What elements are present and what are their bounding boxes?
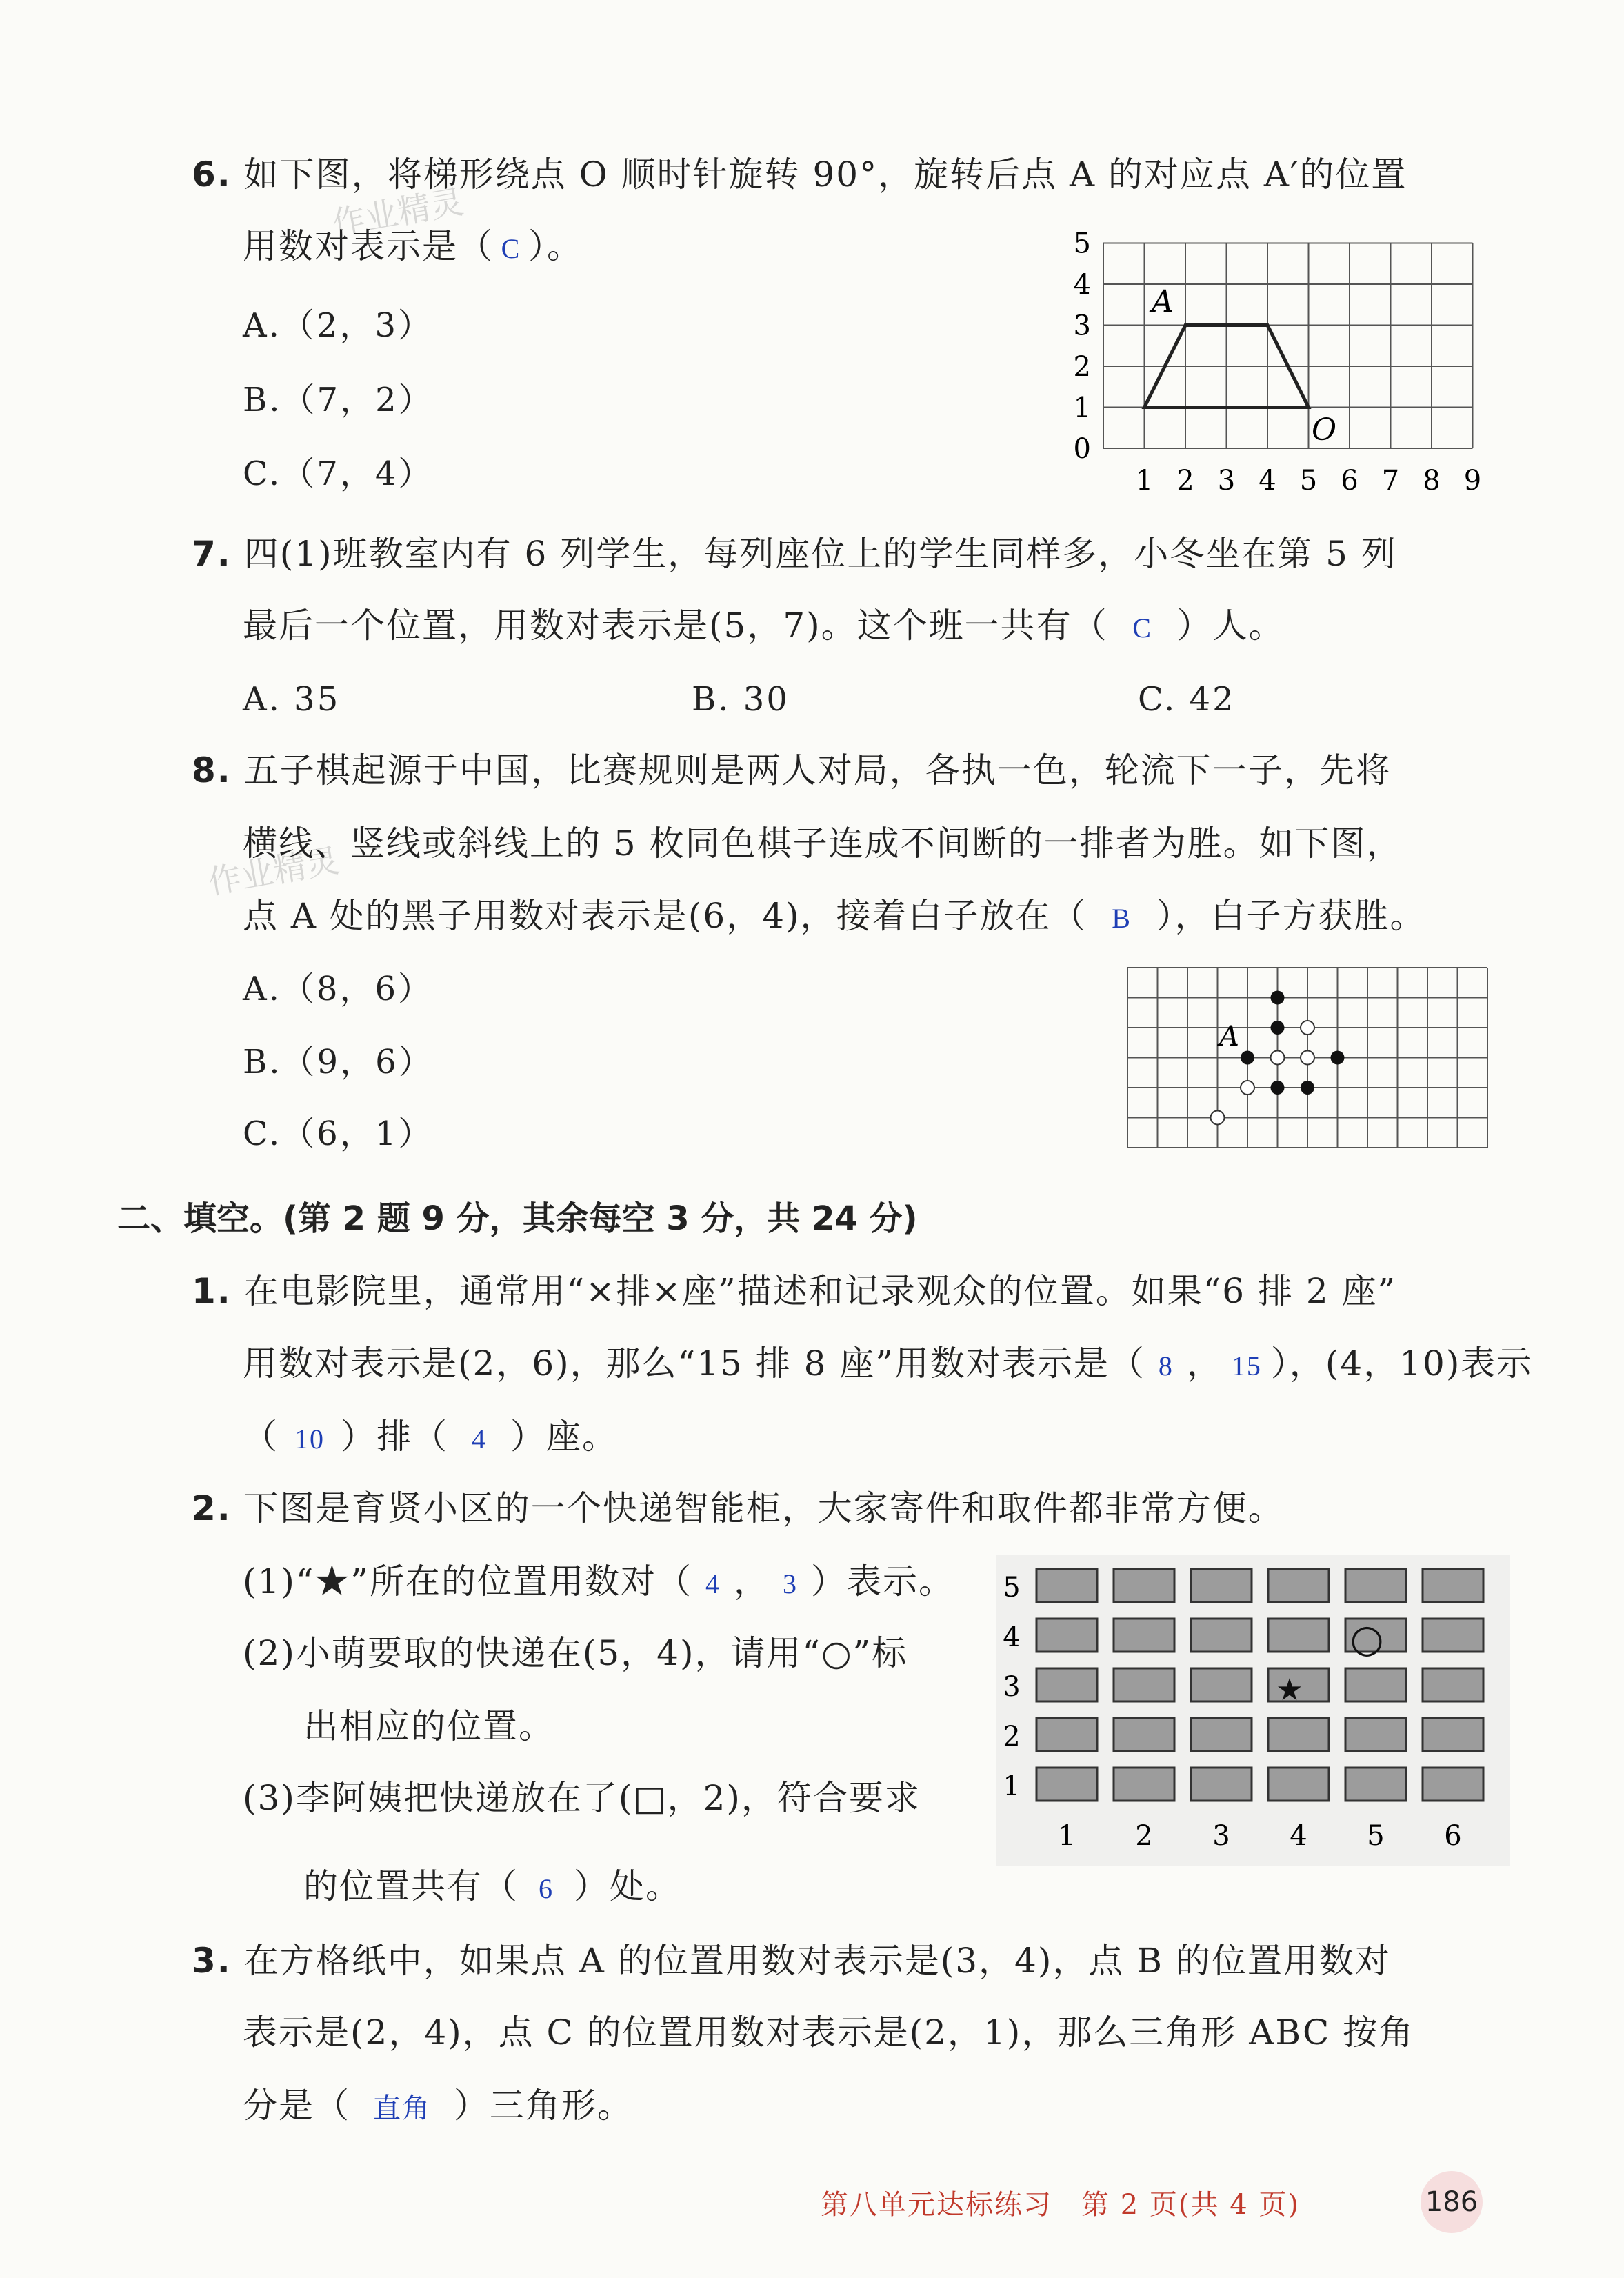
- locker-col-label: 5: [1367, 1820, 1385, 1852]
- locker-cell: [1423, 1569, 1483, 1602]
- f3-line1: [192, 1937, 1391, 1985]
- locker-cell: [1268, 1619, 1329, 1652]
- f2-text: 下图是育贤小区的一个快递智能柜，大家寄件和取件都非常方便。: [243, 1488, 1284, 1528]
- locker-star-icon: ★: [1276, 1672, 1303, 1708]
- q6-y-tick-label: 3: [1073, 310, 1091, 342]
- q6-answer: C: [501, 233, 521, 264]
- locker-figure: [996, 1555, 1510, 1866]
- q6-text2: 用数对表示是（: [243, 226, 494, 266]
- q7-number: 7.: [192, 534, 232, 574]
- f1-text3: ），(4，10)表示: [1270, 1343, 1533, 1383]
- f2-sub3-line1: (3)李阿姨把快递放在了(□，2)，符合要求: [243, 1778, 921, 1818]
- f2-sub1-sep: ，: [733, 1561, 770, 1601]
- q6-line1: [192, 150, 1407, 199]
- locker-cell: [1191, 1768, 1252, 1801]
- locker-cell: [1423, 1768, 1483, 1801]
- f1-text4: （: [243, 1417, 279, 1457]
- q6-number: 6.: [192, 154, 232, 194]
- q8-line3: [243, 892, 1426, 943]
- locker-cell: [1036, 1569, 1097, 1602]
- gomoku-point-a-label: A: [1219, 1021, 1239, 1052]
- f1-line3: [243, 1412, 618, 1463]
- locker-cell: [1423, 1718, 1483, 1751]
- locker-cell: [1191, 1718, 1252, 1751]
- locker-cell: [1036, 1718, 1097, 1751]
- locker-cell: [1036, 1768, 1097, 1801]
- f3-text3: 分是（: [243, 2086, 350, 2126]
- q6-point-a-label: A: [1152, 284, 1174, 319]
- f1-answer-4: 4: [472, 1423, 487, 1455]
- page-number: 186: [1421, 2171, 1483, 2233]
- f1-number: 1.: [192, 1271, 232, 1311]
- q6-x-tick-label: 1: [1135, 465, 1154, 497]
- q7-line1: [192, 530, 1397, 578]
- q7-option-a: A. 35: [243, 680, 341, 719]
- locker-cell: [1268, 1768, 1329, 1801]
- q8-text4: ），白子方获胜。: [1156, 896, 1426, 936]
- f2-sub1: [243, 1557, 954, 1608]
- f1-text6: ）座。: [510, 1417, 618, 1457]
- q8-option-c: C.（6，1）: [243, 1115, 434, 1153]
- q6-x-tick-label: 4: [1259, 465, 1276, 497]
- locker-row-label: 1: [1003, 1770, 1021, 1802]
- q6-x-tick-label: 9: [1463, 465, 1482, 497]
- q6-y-tick-label: 0: [1073, 433, 1091, 465]
- locker-row-label: 4: [1003, 1621, 1021, 1653]
- q6-option-a: A.（2，3）: [243, 306, 434, 345]
- locker-col-label: 2: [1135, 1820, 1153, 1852]
- q6-x-tick-label: 8: [1423, 465, 1441, 497]
- f1-text: 在电影院里，通常用“×排×座”描述和记录观众的位置。如果“6 排 2 座”: [243, 1271, 1397, 1311]
- q8-option-b: B.（9，6）: [243, 1043, 434, 1081]
- locker-cell: [1191, 1569, 1252, 1602]
- q6-grid-lines: [1103, 243, 1473, 449]
- locker-cell: [1114, 1718, 1174, 1751]
- q6-grid-figure: [1062, 221, 1490, 497]
- locker-cell: [1345, 1668, 1406, 1701]
- q7-option-b: B. 30: [692, 680, 790, 719]
- q6-option-c: C.（7，4）: [243, 454, 434, 493]
- q8-number: 8.: [192, 750, 232, 790]
- locker-cell: [1114, 1619, 1174, 1652]
- f2-sub3-text2: ）处。: [574, 1866, 681, 1906]
- q6-x-tick-label: 7: [1381, 465, 1400, 497]
- gomoku-black-stone: [1301, 1081, 1314, 1095]
- q6-line2: [243, 222, 583, 273]
- locker-row-label: 5: [1003, 1572, 1021, 1603]
- locker-cell: [1268, 1569, 1329, 1602]
- f2-answer-1: 4: [705, 1568, 721, 1599]
- q7-option-c: C. 42: [1138, 680, 1236, 719]
- f2-sub1-text2: ）表示。: [810, 1561, 954, 1601]
- gomoku-black-stone: [1271, 991, 1285, 1005]
- f1-line1: [192, 1267, 1396, 1315]
- q6-x-tick-label: 3: [1217, 465, 1236, 497]
- locker-cell: [1114, 1768, 1174, 1801]
- q6-y-tick-label: 5: [1073, 228, 1091, 260]
- locker-cell: [1191, 1619, 1252, 1652]
- f1-answer-1: 8: [1158, 1350, 1174, 1381]
- gomoku-black-stone: [1271, 1021, 1285, 1035]
- f3-line3: [243, 2081, 633, 2132]
- f2-answer-3: 6: [539, 1873, 554, 1904]
- footer-title: 第八单元达标练习 第 2 页(共 4 页): [821, 2189, 1300, 2221]
- f3-text4: ）三角形。: [454, 2086, 633, 2126]
- f2-sub2-line1: (2)小萌要取的快递在(5，4)，请用“○”标: [243, 1633, 908, 1673]
- q7-text2: 最后一个位置，用数对表示是(5，7)。这个班一共有（: [243, 606, 1108, 646]
- gomoku-board-figure: [1124, 964, 1490, 1150]
- f1-line2: [243, 1339, 1532, 1390]
- q6-y-tick-label: 4: [1073, 269, 1091, 301]
- locker-cell: [1268, 1718, 1329, 1751]
- q6-option-b: B.（7，2）: [243, 381, 434, 419]
- gomoku-white-stone: [1241, 1081, 1254, 1095]
- gomoku-white-stone: [1211, 1111, 1225, 1125]
- f2-sub1-text: (1)“★”所在的位置用数对（: [243, 1561, 692, 1601]
- q6-y-tick-label: 2: [1073, 351, 1091, 383]
- f3-number: 3.: [192, 1941, 232, 1981]
- locker-cell: [1114, 1569, 1174, 1602]
- gomoku-white-stone: [1271, 1051, 1285, 1065]
- q8-answer: B: [1112, 903, 1132, 934]
- f3-text: 在方格纸中，如果点 A 的位置用数对表示是(3，4)，点 B 的位置用数对: [243, 1941, 1391, 1981]
- f1-answer-3: 10: [294, 1423, 325, 1455]
- locker-cell: [1191, 1668, 1252, 1701]
- gomoku-white-stone: [1301, 1051, 1314, 1065]
- q6-x-tick-label: 6: [1341, 465, 1359, 497]
- f2-sub3-line2: [303, 1862, 681, 1913]
- q8-line1: [192, 746, 1392, 795]
- f2-number: 2.: [192, 1488, 232, 1528]
- f3-answer: 直角: [373, 2092, 431, 2124]
- watermark: 作业精灵: [329, 182, 467, 244]
- locker-row-label: 2: [1003, 1721, 1021, 1752]
- q6-x-tick-label: 2: [1176, 465, 1194, 497]
- q6-text: 如下图，将梯形绕点 O 顺时针旋转 90°，旋转后点 A 的对应点 A′的位置: [243, 154, 1407, 194]
- q8-text: 五子棋起源于中国，比赛规则是两人对局，各执一色，轮流下一子，先将: [243, 750, 1392, 790]
- locker-cell: [1345, 1718, 1406, 1751]
- locker-col-label: 4: [1290, 1820, 1307, 1852]
- q6-text3: ）。: [528, 226, 583, 266]
- q6-y-labels: [1074, 228, 1091, 466]
- q8-text3: 点 A 处的黑子用数对表示是(6，4)，接着白子放在（: [243, 896, 1087, 936]
- locker-cell: [1036, 1619, 1097, 1652]
- f3-line2: 表示是(2，4)，点 C 的位置用数对表示是(2，1)，那么三角形 ABC 按角: [243, 2012, 1415, 2052]
- gomoku-black-stone: [1331, 1051, 1345, 1065]
- locker-row-label: 3: [1003, 1671, 1021, 1703]
- q7-text: 四(1)班教室内有 6 列学生，每列座位上的学生同样多，小冬坐在第 5 列: [243, 534, 1397, 574]
- q8-line2: 横线、竖线或斜线上的 5 枚同色棋子连成不间断的一排者为胜。如下图，: [243, 823, 1403, 863]
- locker-cell: [1423, 1668, 1483, 1701]
- q7-text3: ）人。: [1176, 606, 1285, 646]
- gomoku-white-stone: [1301, 1021, 1314, 1035]
- q6-x-labels: [1136, 465, 1481, 497]
- q6-point-o-label: O: [1312, 412, 1337, 448]
- locker-cell: [1345, 1768, 1406, 1801]
- locker-col-label: 6: [1444, 1820, 1462, 1852]
- locker-circle-icon: ○: [1350, 1617, 1384, 1661]
- f1-text5: ）排（: [341, 1417, 448, 1457]
- f1-text2: 用数对表示是(2，6)，那么“15 排 8 座”用数对表示是（: [243, 1343, 1145, 1383]
- gomoku-black-stone: [1271, 1081, 1285, 1095]
- locker-col-label: 1: [1058, 1820, 1076, 1852]
- f1-sep: ，: [1186, 1343, 1223, 1383]
- f2-sub3-text: 的位置共有（: [303, 1866, 519, 1906]
- q6-x-tick-label: 5: [1299, 465, 1318, 497]
- locker-cell: [1345, 1569, 1406, 1602]
- locker-cell: [1423, 1619, 1483, 1652]
- q6-y-tick-label: 1: [1073, 392, 1091, 424]
- f2-sub2-line2: 出相应的位置。: [303, 1706, 554, 1746]
- locker-col-label: 3: [1212, 1820, 1230, 1852]
- q7-answer: C: [1132, 612, 1152, 643]
- q8-option-a: A.（8，6）: [243, 970, 434, 1008]
- gomoku-black-stone: [1241, 1051, 1254, 1065]
- q7-line2: [243, 601, 1285, 652]
- f2-line1: [192, 1484, 1284, 1532]
- locker-cell: [1114, 1668, 1174, 1701]
- section-fill-blank-title: 二、填空。(第 2 题 9 分，其余每空 3 分，共 24 分): [117, 1199, 918, 1238]
- f1-answer-2: 15: [1231, 1350, 1262, 1381]
- watermark: 作业精灵: [205, 841, 343, 903]
- f2-answer-2: 3: [782, 1568, 798, 1599]
- locker-cell: [1036, 1668, 1097, 1701]
